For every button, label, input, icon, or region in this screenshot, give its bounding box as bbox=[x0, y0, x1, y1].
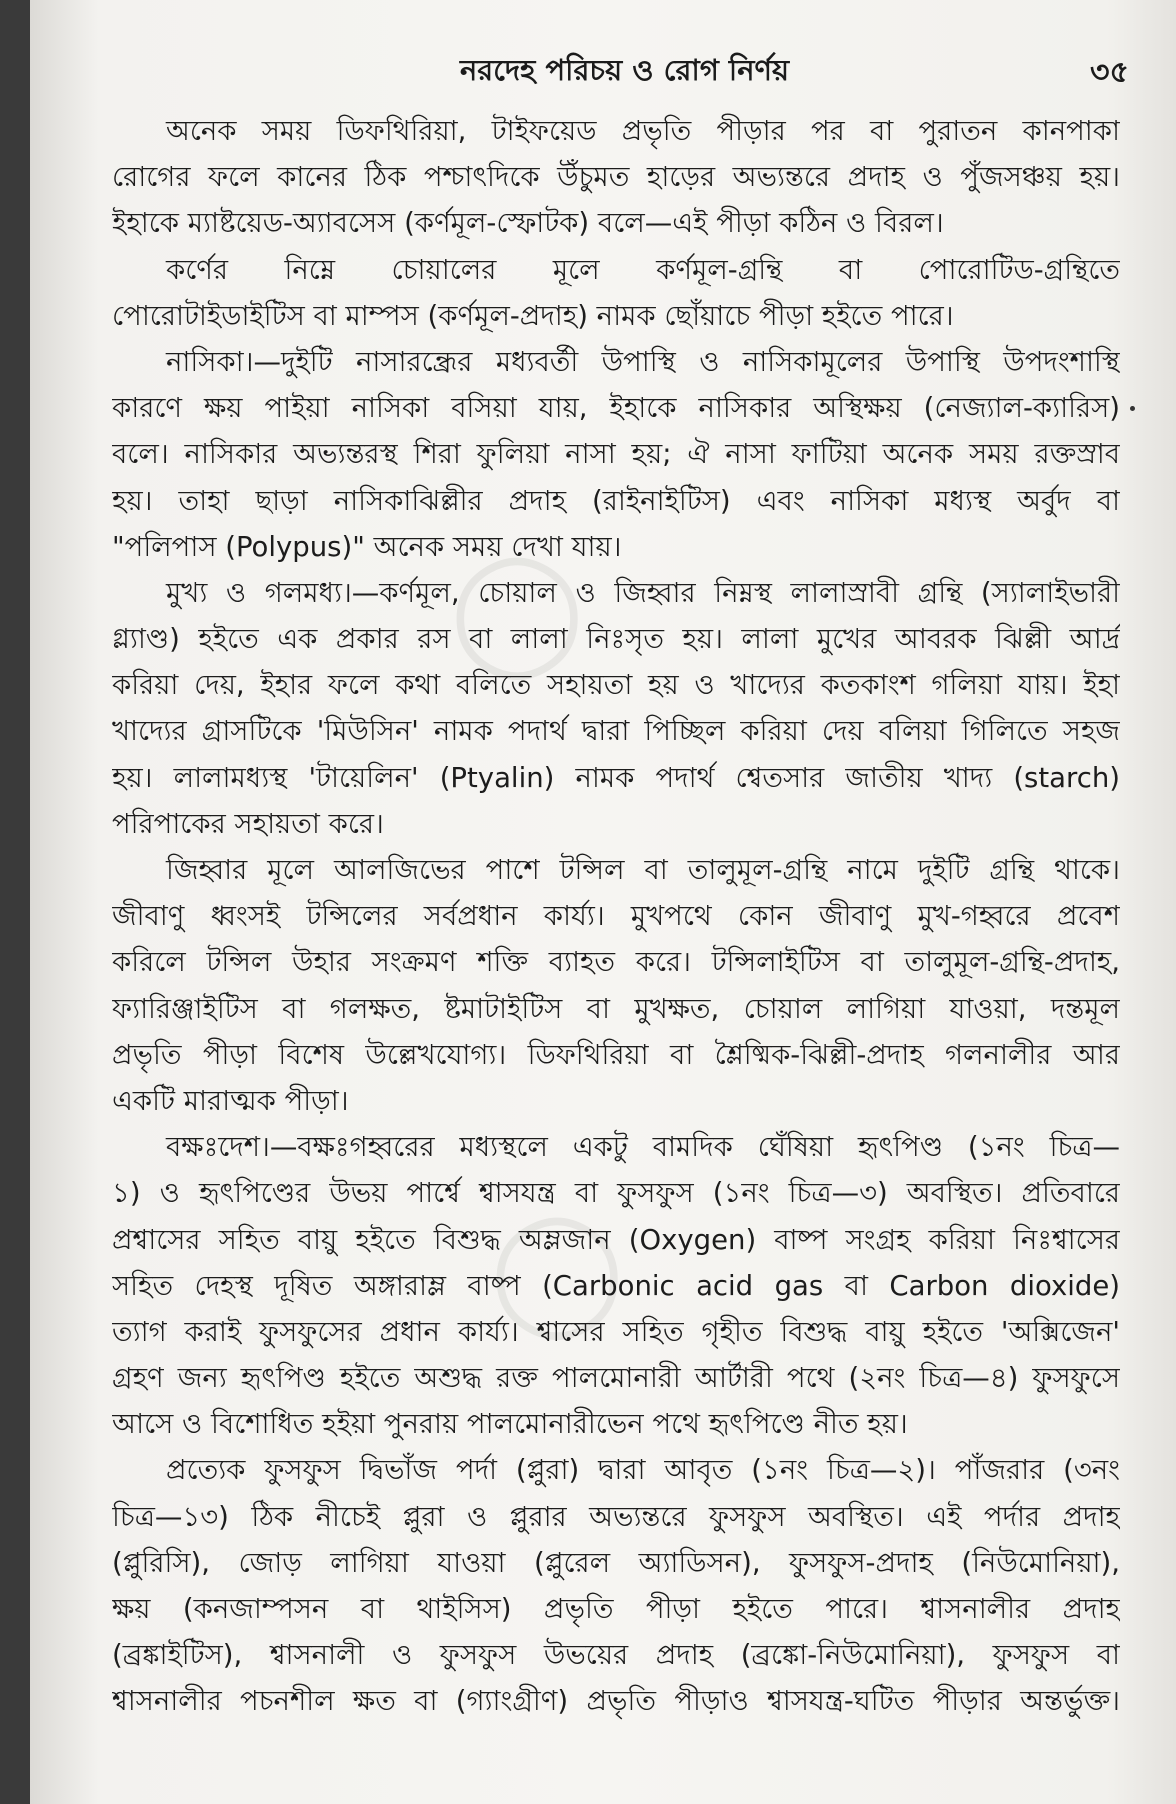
text-line: প্রভৃতি পীড়া বিশেষ উল্লেখযোগ্য। ডিফথিরিয়া বা শ্লৈষ্মিক-ঝিল্লী-প্রদাহ গলনালীর আর bbox=[112, 1038, 1120, 1071]
text-line: ১) ও হৃৎপিণ্ডের উভয় পার্শ্বে শ্বাসযন্ত্র বা ফুসফুস (১নং চিত্র—৩) অবস্থিত। প্রতিবারে bbox=[112, 1177, 1120, 1210]
running-header bbox=[30, 40, 1176, 90]
text-line: বক্ষঃদেশ।—বক্ষঃগহ্বরের মধ্যস্থলে একটু বামদিক ঘেঁষিয়া হৃৎপিণ্ড (১নং চিত্র— bbox=[166, 1131, 1120, 1164]
text-line: নাসিকা।—দুইটি নাসারন্ধ্রের মধ্যবর্তী উপাস্থি ও নাসিকামূলের উপাস্থি উপদংশাস্থি bbox=[166, 345, 1120, 378]
text-line: (প্লুরিসি), জোড় লাগিয়া যাওয়া (প্লুরেল অ্যাডিসন), ফুসফুস-প্রদাহ (নিউমোনিয়া), bbox=[112, 1546, 1120, 1579]
text-line: খাদ্যের গ্রাসটিকে 'মিউসিন' নামক পদার্থ দ্বারা পিচ্ছিল করিয়া দেয় বলিয়া গিলিতে সহজ bbox=[112, 715, 1120, 748]
text-line: মুখ্য ও গলমধ্য।—কর্ণমূল, চোয়াল ও জিহ্বার নিম্নস্থ লালাস্রাবী গ্রন্থি (স্যালাইভারী bbox=[166, 576, 1120, 609]
body-text bbox=[112, 108, 1120, 1725]
paragraph bbox=[112, 847, 1120, 1124]
show-through-figure: ◯ bbox=[450, 540, 585, 679]
margin-mark bbox=[1130, 406, 1135, 411]
text-line: ত্যাগ করাই ফুসফুসের প্রধান কার্য্য। শ্বাসের সহিত গৃহীত বিশুদ্ধ বায়ু হইতে 'অক্সিজেন' bbox=[112, 1315, 1120, 1348]
text-line: (ব্রঙ্কাইটিস), শ্বাসনালী ও ফুসফুস উভয়ের প্রদাহ (ব্রঙ্কো-নিউমোনিয়া), ফুসফুস বা bbox=[112, 1639, 1120, 1672]
paragraph bbox=[112, 1447, 1120, 1724]
text-line: আসে ও বিশোধিত হইয়া পুনরায় পালমোনারীভেন পথে হৃৎপিণ্ডে নীত হয়। bbox=[112, 1408, 908, 1441]
text-line: পরিপাকের সহায়তা করে। bbox=[112, 807, 384, 840]
text-line: করিলে টন্সিল উহার সংক্রমণ শক্তি ব্যাহত করে। টন্সিলাইটিস বা তালুমূল-গ্রন্থি-প্রদাহ, bbox=[112, 946, 1120, 979]
text-line: পোরোটাইডাইটিস বা মাম্পস (কর্ণমূল-প্রদাহ) নামক ছোঁয়াচে পীড়া হইতে পারে। bbox=[112, 299, 954, 332]
text-line: শ্বাসনালীর পচনশীল ক্ষত বা (গ্যাংগ্রীণ) প্রভৃতি পীড়াও শ্বাসযন্ত্র-ঘটিত পীড়ার অন্তর্ভুক্ত। bbox=[112, 1685, 1120, 1718]
text-line: রোগের ফলে কানের ঠিক পশ্চাৎদিকে উঁচুমত হাড়ের অভ্যন্তরে প্রদাহ ও পুঁজসঞ্চয় হয়। bbox=[112, 161, 1120, 194]
text-line: প্রত্যেক ফুসফুস দ্বিভাঁজ পর্দা (প্লুরা) দ্বারা আবৃত (১নং চিত্র—২)। পাঁজরার (৩নং bbox=[166, 1454, 1120, 1487]
book-page bbox=[30, 0, 1176, 1804]
paragraph bbox=[112, 570, 1120, 847]
text-line: কারণে ক্ষয় পাইয়া নাসিকা বসিয়া যায়, ইহাকে নাসিকার অস্থিক্ষয় (নেজ্যাল-ক্যারিস) bbox=[112, 392, 1120, 425]
text-line: জীবাণু ধ্বংসই টন্সিলের সর্বপ্রধান কার্য্য। মুখপথে কোন জীবাণু মুখ-গহ্বরে প্রবেশ bbox=[112, 900, 1120, 933]
text-line: ফ্যারিঞ্জাইটিস বা গলক্ষত, ষ্টমাটাইটিস বা মুখক্ষত, চোয়াল লাগিয়া যাওয়া, দন্তমূল bbox=[112, 992, 1120, 1025]
paragraph bbox=[112, 1124, 1120, 1447]
text-line: জিহ্বার মূলে আলজিভের পাশে টন্সিল বা তালুমূল-গ্রন্থি নামে দুইটি গ্রন্থি থাকে। bbox=[166, 854, 1120, 886]
paragraph bbox=[112, 339, 1120, 570]
text-line: ইহাকে ম্যাষ্টয়েড-অ্যাবসেস (কর্ণমূল-স্ফোটক) বলে—এই পীড়া কঠিন ও বিরল। bbox=[112, 207, 944, 240]
running-title: নরদেহ পরিচয় ও রোগ নির্ণয় bbox=[460, 53, 790, 87]
text-line: "পলিপাস (Polypus)" অনেক সময় দেখা যায়। bbox=[112, 530, 622, 563]
text-line: গ্রহণ জন্য হৃৎপিণ্ড হইতে অশুদ্ধ রক্ত পালমোনারী আর্টারী পথে (২নং চিত্র—৪) ফুসফুসে bbox=[112, 1362, 1120, 1395]
text-line: প্রশ্বাসের সহিত বায়ু হইতে বিশুদ্ধ অম্লজান (Oxygen) বাষ্প সংগ্রহ করিয়া নিঃশ্বাসের bbox=[112, 1223, 1120, 1256]
text-line: একটি মারাত্মক পীড়া। bbox=[112, 1084, 349, 1117]
text-line: হয়। লালামধ্যস্থ 'টায়েলিন' (Ptyalin) নামক পদার্থ শ্বেতসার জাতীয় খাদ্য (starch) bbox=[112, 761, 1120, 794]
text-line: হয়। তাহা ছাড়া নাসিকাঝিল্লীর প্রদাহ (রাইনাইটিস) এবং নাসিকা মধ্যস্থ অর্বুদ বা bbox=[112, 484, 1120, 517]
text-line: কর্ণের নিম্নে চোয়ালের মূলে কর্ণমূল-গ্রন্থি বা পোরোটিড-গ্রন্থিতে bbox=[166, 253, 1120, 286]
text-line: অনেক সময় ডিফথিরিয়া, টাইফয়েড প্রভৃতি পীড়ার পর বা পুরাতন কানপাকা bbox=[166, 115, 1120, 147]
text-line: বলে। নাসিকার অভ্যন্তরস্থ শিরা ফুলিয়া নাসা হয়; ঐ নাসা ফাটিয়া অনেক সময় রক্তস্রাব bbox=[112, 438, 1120, 471]
paragraph bbox=[112, 247, 1120, 339]
text-line: করিয়া দেয়, ইহার ফলে কথা বলিতে সহায়তা হয় ও খাদ্যের কতকাংশ গলিয়া যায়। ইহা bbox=[112, 669, 1120, 702]
text-line: ক্ষয় (কনজাম্পসন বা থাইসিস) প্রভৃতি পীড়া হইতে পারে। শ্বাসনালীর প্রদাহ bbox=[112, 1593, 1120, 1625]
text-line: চিত্র—১৩) ঠিক নীচেই প্লুরা ও প্লুরার অভ্যন্তরে ফুসফুস অবস্থিত। এই পর্দার প্রদাহ bbox=[112, 1500, 1120, 1533]
show-through-figure: ◯ bbox=[490, 1200, 625, 1339]
paragraph bbox=[112, 108, 1120, 247]
text-line: গ্ল্যাণ্ড) হইতে এক প্রকার রস বা লালা নিঃসৃত হয়। লালা মুখের আবরক ঝিল্লী আর্দ্র bbox=[112, 623, 1120, 656]
page-number: ৩৫ bbox=[1090, 55, 1129, 90]
text-line: সহিত দেহস্থ দূষিত অঙ্গারাম্ল বাষ্প (Carbonic acid gas বা Carbon dioxide) bbox=[112, 1269, 1120, 1302]
